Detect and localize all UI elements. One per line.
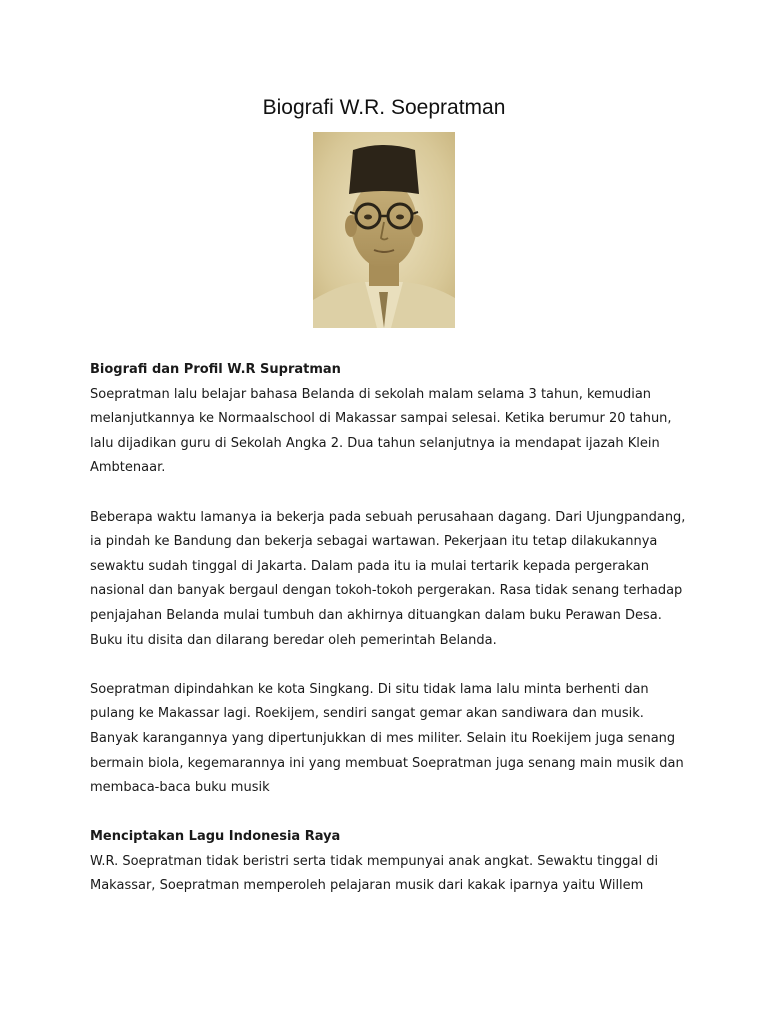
paragraph: Beberapa waktu lamanya ia bekerja pada sebuah perusahaan dagang. Dari Ujungpandang, ia pindah ke Bandung dan bekerja sebagai wartawan. Pekerjaan itu tetap dilakukannya sewaktu sudah tinggal di Jakarta. Dalam pada itu ia mulai tertarik kepada pergerakan nasional dan banyak bergaul dengan tokoh-tokoh pergerakan. Rasa tidak senang terhadap penjajahan Belanda mulai tumbuh dan akhirnya dituangkan dalam buku Perawan Desa. Buku itu disita dan dilarang beredar oleh pemerintah Belanda. <box>90 509 686 648</box>
section-heading-biografi: Biografi dan Profil W.R Supratman <box>90 362 341 377</box>
portrait-photo <box>313 132 455 328</box>
paragraph: Soepratman dipindahkan ke kota Singkang. Di situ tidak lama lalu minta berhenti dan pulang ke Makassar lagi. Roekijem, sendiri sangat gemar akan sandiwara dan musik. Banyak karangannya yang dipertunjukkan di mes militer. Selain itu Roekijem juga senang bermain biola, kegemarannya ini yang membuat Soepratman juga senang main musik dan membaca-baca buku musik <box>90 681 684 796</box>
section-heading-lagu: Menciptakan Lagu Indonesia Raya <box>90 829 341 845</box>
page-title: Biografi W.R. Soepratman <box>262 96 506 119</box>
article-body <box>90 358 690 899</box>
paragraph: Soepratman lalu belajar bahasa Belanda di sekolah malam selama 3 tahun, kemudian melanjutkannya ke Normaalschool di Makassar sampai selesai. Ketika berumur 20 tahun, lalu dijadikan guru di Sekolah Angka 2. Dua tahun selanjutnya ia mendapat ijazah Klein Ambtenaar. <box>90 386 672 476</box>
paragraph: W.R. Soepratman tidak beristri serta tidak mempunyai anak angkat. Sewaktu tinggal di Makassar, Soepratman memperoleh pelajaran musik dari kakak iparnya yaitu Willem <box>90 853 659 894</box>
